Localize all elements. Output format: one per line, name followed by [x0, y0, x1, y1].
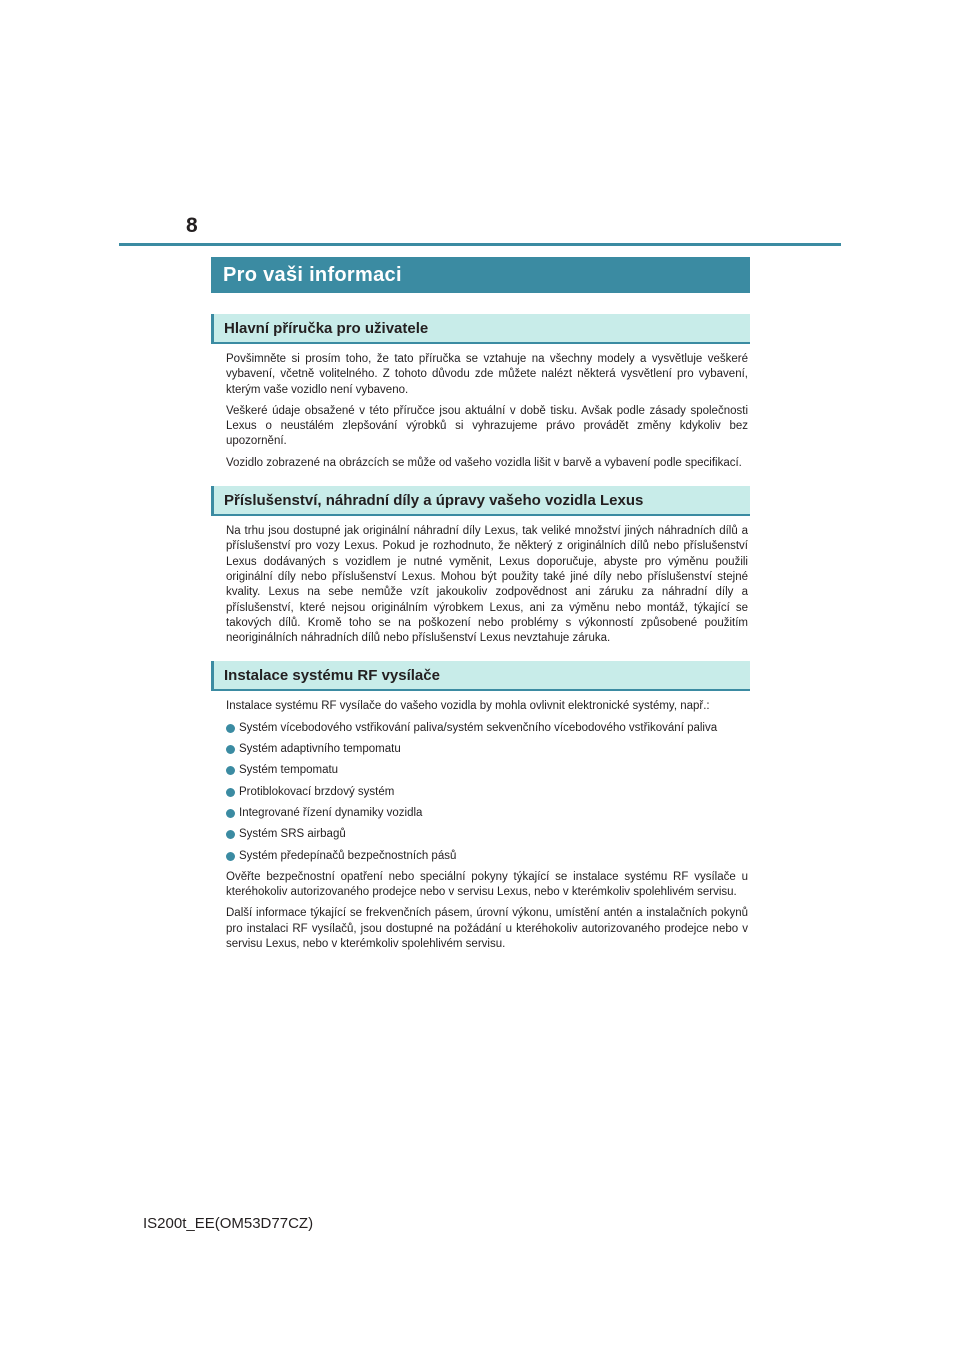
paragraph: Na trhu jsou dostupné jak originální náhradní díly Lexus, tak veliké množství jiných náhradních dílů a příslušenství pro vozy Lexus. Pokud je rozhodnuto, že některý z originálních dílů nebo příslušenství Lexus dodávaných s vozidlem je nutné vyměnit, Lexus doporučuje, abyste pro výměnu použili originální díly nebo příslušenství Lexus. Mohou být použity také jiné díly nebo příslušenství stejné kvality. Lexus na sebe nemůže vzít jakoukoliv zodpovědnost ani záruku za náhradní díly a příslušenství, které nejsou originálním výrobkem Lexus, ani za výměnu nebo montáž, týkající se takových dílů. Kromě toho se na poškození nebo problémy s výkonností způsobené použitím neoriginálních náhradních dílů nebo příslušenství Lexus nevztahuje záruka.: [226, 525, 748, 645]
bullet-icon: [226, 745, 235, 754]
section-heading: Hlavní příručka pro uživatele: [211, 314, 750, 344]
page-title: Pro vaši informaci: [211, 257, 750, 293]
paragraph: Vozidlo zobrazené na obrázcích se může od vašeho vozidla lišit v barvě a vybavení podle specifikací.: [226, 456, 742, 469]
paragraph: Další informace týkající se frekvenčních pásem, úrovní výkonu, umístění antén a instalačních pokynů pro instalaci RF vysílačů, jsou dostupné na požádání u kteréhokoliv autorizovaného prodejce nebo v servisu Lexus, nebo v kterémkoliv spolehlivém servisu.: [226, 907, 748, 951]
list-item: [226, 849, 748, 864]
list-item: [226, 763, 748, 778]
list-item-text: Protiblokovací brzdový systém: [239, 785, 395, 798]
paragraph: Veškeré údaje obsažené v této příručce jsou aktuální v době tisku. Avšak podle zásady společnosti Lexus o neustálém zlepšování výrobků si vyhrazujeme právo provádět změny kdykoliv bez upozornění.: [226, 404, 748, 448]
intro-paragraph: Instalace systému RF vysílače do vašeho vozidla by mohla ovlivnit elektronické systémy, např.:: [226, 700, 710, 713]
list-item: [226, 742, 748, 757]
page-content: [211, 314, 750, 967]
bullet-icon: [226, 809, 235, 818]
list-item: [226, 827, 748, 842]
list-item-text: Systém vícebodového vstřikování paliva/systém sekvenčního vícebodového vstřikování paliva: [239, 721, 718, 734]
list-item-text: Systém tempomatu: [239, 764, 339, 777]
list-item-text: Systém SRS airbagů: [239, 828, 346, 841]
footer-code: IS200t_EE(OM53D77CZ): [143, 1215, 314, 1232]
bullet-icon: [226, 830, 235, 839]
section-rf-transmitter: [211, 661, 750, 952]
paragraph: Povšimněte si prosím toho, že tato příručka se vztahuje na všechny modely a vysvětluje veškeré vybavení, včetně volitelného. Z tohoto důvodu zde můžete nalézt některá vysvětlení pro vybavení, kterým vaše vozidlo není vybaveno.: [226, 353, 748, 396]
list-item-text: Integrované řízení dynamiky vozidla: [239, 806, 423, 819]
list-item: [226, 806, 748, 821]
list-item-text: Systém předepínačů bezpečnostních pásů: [239, 849, 457, 862]
list-item-text: Systém adaptivního tempomatu: [239, 743, 401, 756]
section-heading: Příslušenství, náhradní díly a úpravy vašeho vozidla Lexus: [211, 486, 750, 516]
bullet-icon: [226, 724, 235, 733]
list-item: [226, 721, 748, 736]
bullet-icon: [226, 788, 235, 797]
paragraph: Ověřte bezpečnostní opatření nebo speciální pokyny týkající se instalace systému RF vysílače u kteréhokoliv autorizovaného prodejce nebo v servisu Lexus, nebo v kterémkoliv spolehlivém servisu.: [226, 870, 748, 899]
page-number: 8: [186, 214, 198, 237]
list-item: [226, 785, 748, 800]
header-rule: [119, 243, 841, 246]
section-heading: Instalace systému RF vysílače: [211, 661, 750, 691]
bullet-icon: [226, 852, 235, 861]
bullet-icon: [226, 766, 235, 775]
section-main-manual: [211, 314, 750, 471]
section-accessories: [211, 486, 750, 646]
